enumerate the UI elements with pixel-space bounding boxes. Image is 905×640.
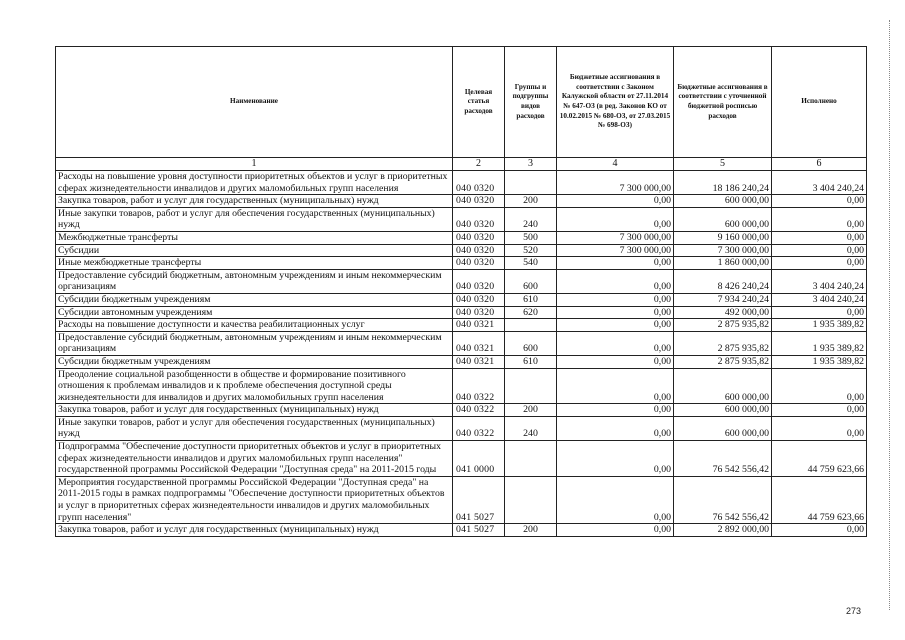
row-group: 620 (505, 306, 557, 319)
row-budget-refined: 7 934 240,24 (674, 293, 772, 306)
column-number: 1 (56, 158, 453, 171)
table-header-row (56, 47, 867, 158)
row-name: Предоставление субсидий бюджетным, автономным учреждениям и иным некоммерческим организациям (56, 331, 453, 355)
table-row (56, 404, 867, 417)
row-group: 610 (505, 293, 557, 306)
table-body (56, 171, 867, 537)
row-name: Иные закупки товаров, работ и услуг для обеспечения государственных (муниципальных) нужд (56, 416, 453, 440)
row-group: 500 (505, 231, 557, 244)
row-executed: 0,00 (772, 306, 867, 319)
row-budget-law: 7 300 000,00 (557, 171, 674, 195)
row-budget-law: 0,00 (557, 331, 674, 355)
table-row (56, 416, 867, 440)
row-code: 041 5027 (453, 524, 505, 537)
row-group: 520 (505, 244, 557, 257)
table-row (56, 269, 867, 293)
header-target: Целевая статья расходов (453, 47, 505, 158)
row-code: 040 0321 (453, 319, 505, 332)
row-budget-law: 0,00 (557, 524, 674, 537)
row-executed: 0,00 (772, 524, 867, 537)
row-executed: 3 404 240,24 (772, 269, 867, 293)
row-group: 200 (505, 524, 557, 537)
row-budget-refined: 2 892 000,00 (674, 524, 772, 537)
table-row (56, 293, 867, 306)
row-code: 040 0320 (453, 207, 505, 231)
row-code: 040 0320 (453, 306, 505, 319)
row-budget-law: 0,00 (557, 306, 674, 319)
row-budget-law: 0,00 (557, 257, 674, 270)
row-budget-refined: 9 160 000,00 (674, 231, 772, 244)
row-budget-law: 0,00 (557, 416, 674, 440)
row-group: 600 (505, 331, 557, 355)
row-code: 040 0321 (453, 355, 505, 368)
row-executed: 44 759 623,66 (772, 441, 867, 477)
budget-table (55, 46, 867, 537)
column-number-row (56, 158, 867, 171)
row-name: Мероприятия государственной программы Российской Федерации "Доступная среда" на 2011-2015 годы в рамках подпрограммы "Обеспечение доступности приоритетных объектов и услуг в приоритетных сферах жизнедеятельности инвалидов и других маломобильных групп населения" (56, 476, 453, 523)
row-code: 040 0322 (453, 404, 505, 417)
row-group: 610 (505, 355, 557, 368)
row-group: 200 (505, 195, 557, 208)
row-executed: 0,00 (772, 231, 867, 244)
row-budget-refined: 492 000,00 (674, 306, 772, 319)
row-code: 040 0320 (453, 293, 505, 306)
row-code: 040 0322 (453, 368, 505, 404)
row-budget-refined: 600 000,00 (674, 207, 772, 231)
row-executed: 0,00 (772, 257, 867, 270)
row-budget-law: 0,00 (557, 319, 674, 332)
table-row (56, 244, 867, 257)
row-name: Расходы на повышение доступности и качества реабилитационных услуг (56, 319, 453, 332)
table-row (56, 306, 867, 319)
row-name: Подпрограмма "Обеспечение доступности приоритетных объектов и услуг в приоритетных сферах жизнедеятельности инвалидов и других маломобильных групп населения" государственной программы Российской Федерации "Доступная среда" на 2011-2015 годы (56, 441, 453, 477)
row-executed: 3 404 240,24 (772, 171, 867, 195)
row-group (505, 476, 557, 523)
row-budget-law: 7 300 000,00 (557, 244, 674, 257)
row-budget-refined: 600 000,00 (674, 404, 772, 417)
header-executed: Исполнено (772, 47, 867, 158)
row-name: Преодоление социальной разобщенности в обществе и формирование позитивного отношения к проблемам инвалидов и к проблеме обеспечения доступной среды жизнедеятельности для инвалидов и других маломобильных групп населения (56, 368, 453, 404)
row-executed: 0,00 (772, 244, 867, 257)
row-name: Закупка товаров, работ и услуг для государственных (муниципальных) нужд (56, 524, 453, 537)
row-executed: 0,00 (772, 368, 867, 404)
row-budget-law: 0,00 (557, 293, 674, 306)
row-name: Иные межбюджетные трансферты (56, 257, 453, 270)
row-name: Субсидии (56, 244, 453, 257)
row-budget-refined: 7 300 000,00 (674, 244, 772, 257)
row-group (505, 171, 557, 195)
table-row (56, 257, 867, 270)
row-budget-law: 0,00 (557, 195, 674, 208)
row-name: Расходы на повышение уровня доступности приоритетных объектов и услуг в приоритетных сферах жизнедеятельности инвалидов и других маломобильных групп населения (56, 171, 453, 195)
table-row (56, 171, 867, 195)
row-group: 600 (505, 269, 557, 293)
table-row (56, 441, 867, 477)
page-number: 273 (846, 606, 862, 616)
row-budget-law: 0,00 (557, 269, 674, 293)
table-row (56, 368, 867, 404)
column-number: 6 (772, 158, 867, 171)
column-number: 3 (505, 158, 557, 171)
row-budget-refined: 2 875 935,82 (674, 319, 772, 332)
row-group (505, 368, 557, 404)
row-budget-law: 0,00 (557, 368, 674, 404)
row-executed: 3 404 240,24 (772, 293, 867, 306)
row-budget-refined: 76 542 556,42 (674, 476, 772, 523)
row-code: 040 0320 (453, 269, 505, 293)
table-row (56, 207, 867, 231)
row-code: 041 5027 (453, 476, 505, 523)
row-budget-refined: 1 860 000,00 (674, 257, 772, 270)
row-budget-refined: 18 186 240,24 (674, 171, 772, 195)
row-executed: 0,00 (772, 404, 867, 417)
row-group: 200 (505, 404, 557, 417)
table-row (56, 355, 867, 368)
column-number: 2 (453, 158, 505, 171)
row-budget-refined: 76 542 556,42 (674, 441, 772, 477)
row-group (505, 319, 557, 332)
row-budget-law: 0,00 (557, 441, 674, 477)
row-budget-refined: 600 000,00 (674, 416, 772, 440)
table-row (56, 231, 867, 244)
row-budget-law: 7 300 000,00 (557, 231, 674, 244)
row-budget-law: 0,00 (557, 355, 674, 368)
row-group: 540 (505, 257, 557, 270)
row-budget-refined: 2 875 935,82 (674, 355, 772, 368)
row-code: 041 0000 (453, 441, 505, 477)
row-group (505, 441, 557, 477)
row-name: Закупка товаров, работ и услуг для государственных (муниципальных) нужд (56, 195, 453, 208)
row-code: 040 0320 (453, 244, 505, 257)
row-executed: 0,00 (772, 195, 867, 208)
header-budget-refined: Бюджетные ассигнования в соответствии с уточненной бюджетной росписью расходов (674, 47, 772, 158)
table-row (56, 331, 867, 355)
table-row (56, 524, 867, 537)
row-code: 040 0320 (453, 195, 505, 208)
scan-margin-line (889, 20, 891, 610)
row-code: 040 0321 (453, 331, 505, 355)
header-budget-law: Бюджетные ассигнования в соответствии с Законом Калужской области от 27.11.2014 № 647-ОЗ (в ред. Законов КО от 10.02.2015 № 680-ОЗ, от 27.03.2015 № 698-ОЗ) (557, 47, 674, 158)
row-name: Субсидии бюджетным учреждениям (56, 355, 453, 368)
row-executed: 1 935 389,82 (772, 319, 867, 332)
row-code: 040 0320 (453, 171, 505, 195)
row-code: 040 0322 (453, 416, 505, 440)
row-executed: 0,00 (772, 207, 867, 231)
row-executed: 0,00 (772, 416, 867, 440)
row-group: 240 (505, 416, 557, 440)
row-budget-law: 0,00 (557, 476, 674, 523)
header-name: Наименование (56, 47, 453, 158)
table-row (56, 195, 867, 208)
row-name: Субсидии бюджетным учреждениям (56, 293, 453, 306)
row-budget-law: 0,00 (557, 207, 674, 231)
row-name: Субсидии автономным учреждениям (56, 306, 453, 319)
row-budget-law: 0,00 (557, 404, 674, 417)
row-code: 040 0320 (453, 231, 505, 244)
row-executed: 1 935 389,82 (772, 355, 867, 368)
header-groups: Группы и подгруппы видов расходов (505, 47, 557, 158)
row-executed: 44 759 623,66 (772, 476, 867, 523)
row-budget-refined: 8 426 240,24 (674, 269, 772, 293)
row-executed: 1 935 389,82 (772, 331, 867, 355)
column-number: 5 (674, 158, 772, 171)
row-name: Межбюджетные трансферты (56, 231, 453, 244)
row-name: Предоставление субсидий бюджетным, автономным учреждениям и иным некоммерческим организациям (56, 269, 453, 293)
row-name: Закупка товаров, работ и услуг для государственных (муниципальных) нужд (56, 404, 453, 417)
table-row (56, 476, 867, 523)
row-group: 240 (505, 207, 557, 231)
row-code: 040 0320 (453, 257, 505, 270)
row-name: Иные закупки товаров, работ и услуг для обеспечения государственных (муниципальных) нужд (56, 207, 453, 231)
row-budget-refined: 2 875 935,82 (674, 331, 772, 355)
row-budget-refined: 600 000,00 (674, 195, 772, 208)
table-row (56, 319, 867, 332)
row-budget-refined: 600 000,00 (674, 368, 772, 404)
column-number: 4 (557, 158, 674, 171)
